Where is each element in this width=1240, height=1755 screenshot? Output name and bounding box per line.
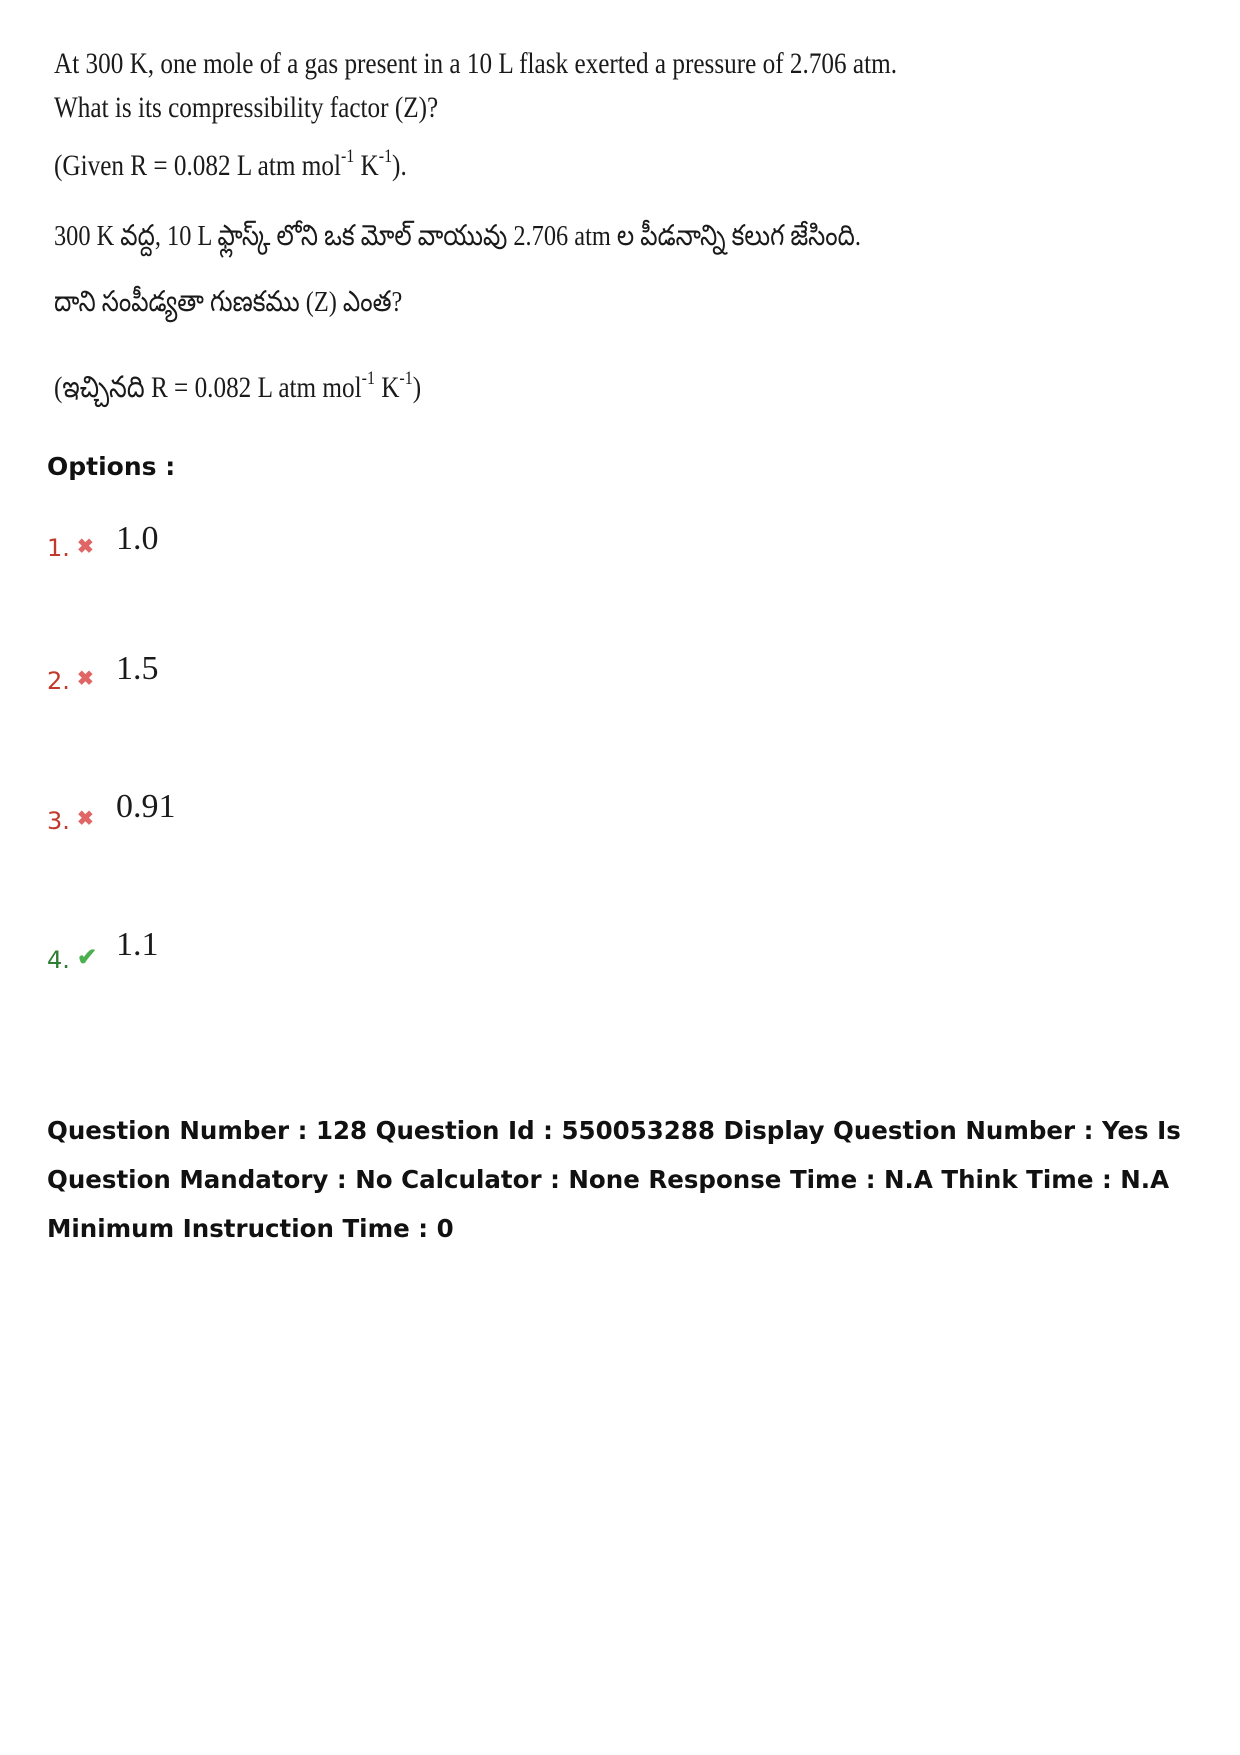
option-number: 4. — [47, 946, 70, 974]
option-number: 1. — [47, 534, 70, 562]
cross-icon: ✖ — [77, 808, 94, 830]
cross-icon: ✖ — [77, 668, 94, 690]
question-telugu-line-1: 300 K వద్ద, 10 L ఫ్లాస్క్ లోని ఒక మోల్ వాయువు 2.706 atm ల పీడనాన్ని కలుగ జేసింది. — [54, 220, 861, 252]
question-telugu-line-2: దాని సంపీడ్యతా గుణకము (Z) ఎంత? — [54, 286, 403, 318]
question-metadata: Question Number : 128 Question Id : 550053288 Display Question Number : Yes Is Question Mandatory : No Calculator : None Response Time : N.A Think Time : N.A Minimum Instruction Time : 0 — [47, 1116, 1181, 1243]
option-value: 1.5 — [116, 650, 159, 687]
question-english-line-2: What is its compressibility factor (Z)? — [54, 91, 439, 124]
cross-icon: ✖ — [77, 536, 94, 558]
question-english-line-1: At 300 K, one mole of a gas present in a 10 L flask exerted a pressure of 2.706 atm. — [54, 47, 898, 80]
question-telugu-given-constant: (ఇచ్చినది R = 0.082 L atm mol$^{-1}$ $K^{-1}$) — [54, 368, 422, 404]
option-value: 1.1 — [116, 926, 159, 963]
option-number: 3. — [47, 807, 70, 835]
option-value: 0.91 — [116, 788, 176, 825]
option-3 — [47, 788, 447, 848]
option-2 — [47, 650, 447, 710]
option-number: 2. — [47, 667, 70, 695]
question-given-constant: (Given R = 0.082 L atm mol$^{-1}$ $K^{-1}$). — [54, 146, 407, 182]
option-1 — [47, 520, 447, 580]
options-heading: Options : — [47, 452, 176, 481]
option-value: 1.0 — [116, 520, 159, 557]
check-icon: ✔ — [77, 945, 98, 971]
option-4 — [47, 926, 447, 986]
